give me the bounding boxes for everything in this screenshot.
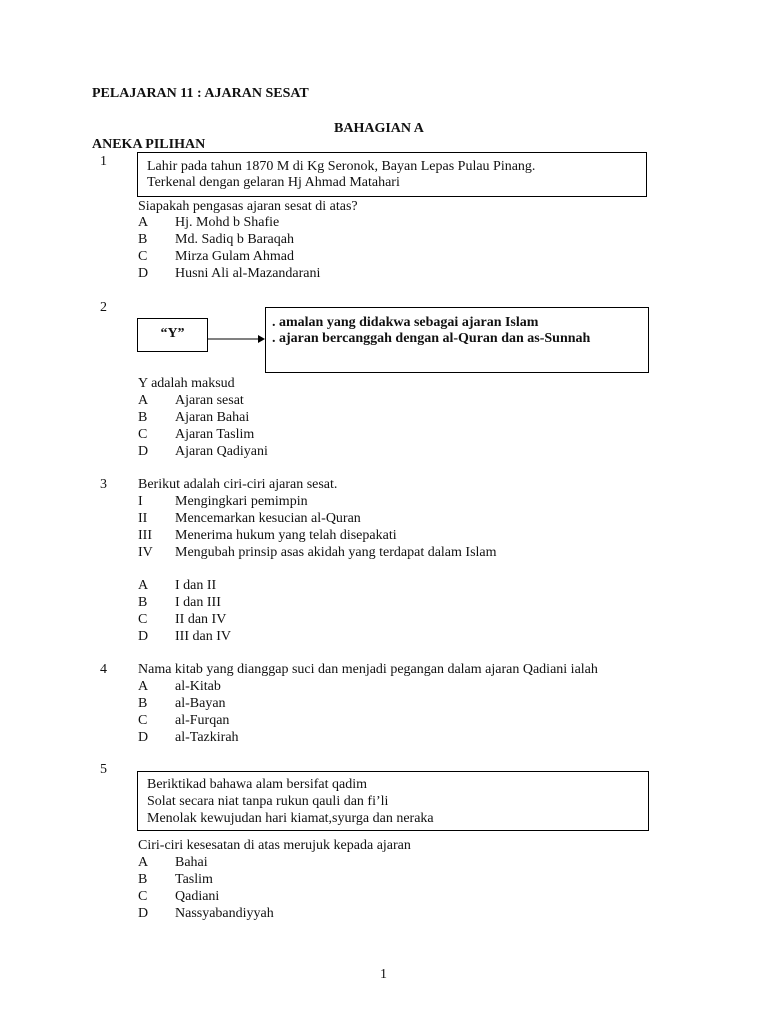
option-text: I dan III bbox=[175, 595, 221, 610]
definition-line: . amalan yang didakwa sebagai ajaran Islam bbox=[272, 315, 539, 330]
option-text: Qadiani bbox=[175, 889, 220, 904]
statement-numeral: I bbox=[138, 494, 143, 509]
option-text: al-Tazkirah bbox=[175, 730, 239, 745]
option-letter: A bbox=[138, 393, 149, 408]
option-letter: D bbox=[138, 906, 149, 921]
question-text: Y adalah maksud bbox=[138, 376, 235, 391]
option-text: I dan II bbox=[175, 578, 217, 593]
statement-numeral: II bbox=[138, 511, 148, 526]
option-letter: A bbox=[138, 578, 149, 593]
option-text: Taslim bbox=[175, 872, 213, 887]
option-letter: B bbox=[138, 696, 148, 711]
option-letter: C bbox=[138, 612, 148, 627]
option-letter: C bbox=[138, 713, 148, 728]
statement-text: Mengubah prinsip asas akidah yang terdapat dalam Islam bbox=[175, 545, 497, 560]
statement-numeral: IV bbox=[138, 545, 153, 560]
option-text: Nassyabandiyyah bbox=[175, 906, 274, 921]
option-letter: C bbox=[138, 249, 148, 264]
option-text: al-Bayan bbox=[175, 696, 226, 711]
option-letter: B bbox=[138, 872, 148, 887]
option-letter: A bbox=[138, 215, 149, 230]
option-text: Ajaran Bahai bbox=[175, 410, 250, 425]
option-letter: C bbox=[138, 427, 148, 442]
option-text: Mirza Gulam Ahmad bbox=[175, 249, 294, 264]
question-text: Berikut adalah ciri-ciri ajaran sesat. bbox=[138, 477, 338, 492]
option-text: al-Furqan bbox=[175, 713, 230, 728]
info-line: Solat secara niat tanpa rukun qauli dan fi’li bbox=[147, 794, 389, 809]
question-text: Siapakah pengasas ajaran sesat di atas? bbox=[138, 199, 358, 214]
question-number: 3 bbox=[100, 477, 107, 492]
option-text: III dan IV bbox=[175, 629, 231, 644]
definition-box bbox=[265, 307, 649, 373]
info-line: Lahir pada tahun 1870 M di Kg Seronok, Bayan Lepas Pulau Pinang. bbox=[147, 159, 536, 174]
info-box bbox=[137, 771, 649, 831]
option-text: Md. Sadiq b Baraqah bbox=[175, 232, 294, 247]
option-text: Ajaran Taslim bbox=[175, 427, 255, 442]
question-number: 4 bbox=[100, 662, 107, 677]
option-text: Bahai bbox=[175, 855, 208, 870]
statement-text: Mencemarkan kesucian al-Quran bbox=[175, 511, 361, 526]
subsection-title: ANEKA PILIHAN bbox=[92, 137, 206, 152]
option-letter: B bbox=[138, 595, 148, 610]
section-title: BAHAGIAN A bbox=[334, 121, 424, 136]
option-text: Ajaran Qadiyani bbox=[175, 444, 268, 459]
option-text: II dan IV bbox=[175, 612, 227, 627]
arrow-icon bbox=[208, 333, 266, 345]
option-letter: B bbox=[138, 232, 148, 247]
statement-text: Mengingkari pemimpin bbox=[175, 494, 308, 509]
statement-numeral: III bbox=[138, 528, 152, 543]
lesson-title: PELAJARAN 11 : AJARAN SESAT bbox=[92, 86, 309, 101]
option-letter: A bbox=[138, 679, 149, 694]
option-text: Hj. Mohd b Shafie bbox=[175, 215, 280, 230]
question-text: Nama kitab yang dianggap suci dan menjadi pegangan dalam ajaran Qadiani ialah bbox=[138, 662, 598, 677]
option-letter: A bbox=[138, 855, 149, 870]
y-label: “Y” bbox=[160, 326, 185, 341]
info-box bbox=[137, 152, 647, 197]
option-letter: B bbox=[138, 410, 148, 425]
option-text: Husni Ali al-Mazandarani bbox=[175, 266, 321, 281]
option-letter: D bbox=[138, 629, 149, 644]
question-number: 1 bbox=[100, 154, 107, 169]
y-label-box bbox=[137, 318, 208, 352]
question-number: 5 bbox=[100, 762, 107, 777]
option-letter: D bbox=[138, 730, 149, 745]
statement-text: Menerima hukum yang telah disepakati bbox=[175, 528, 397, 543]
info-line: Terkenal dengan gelaran Hj Ahmad Matahari bbox=[147, 175, 400, 190]
question-number: 2 bbox=[100, 300, 107, 315]
info-line: Beriktikad bahawa alam bersifat qadim bbox=[147, 777, 368, 792]
definition-line: . ajaran bercanggah dengan al-Quran dan as-Sunnah bbox=[272, 331, 591, 346]
option-text: Ajaran sesat bbox=[175, 393, 244, 408]
question-text: Ciri-ciri kesesatan di atas merujuk kepada ajaran bbox=[138, 838, 411, 853]
option-text: al-Kitab bbox=[175, 679, 221, 694]
option-letter: C bbox=[138, 889, 148, 904]
option-letter: D bbox=[138, 266, 149, 281]
option-letter: D bbox=[138, 444, 149, 459]
info-line: Menolak kewujudan hari kiamat,syurga dan neraka bbox=[147, 811, 434, 826]
page-number: 1 bbox=[380, 967, 387, 982]
